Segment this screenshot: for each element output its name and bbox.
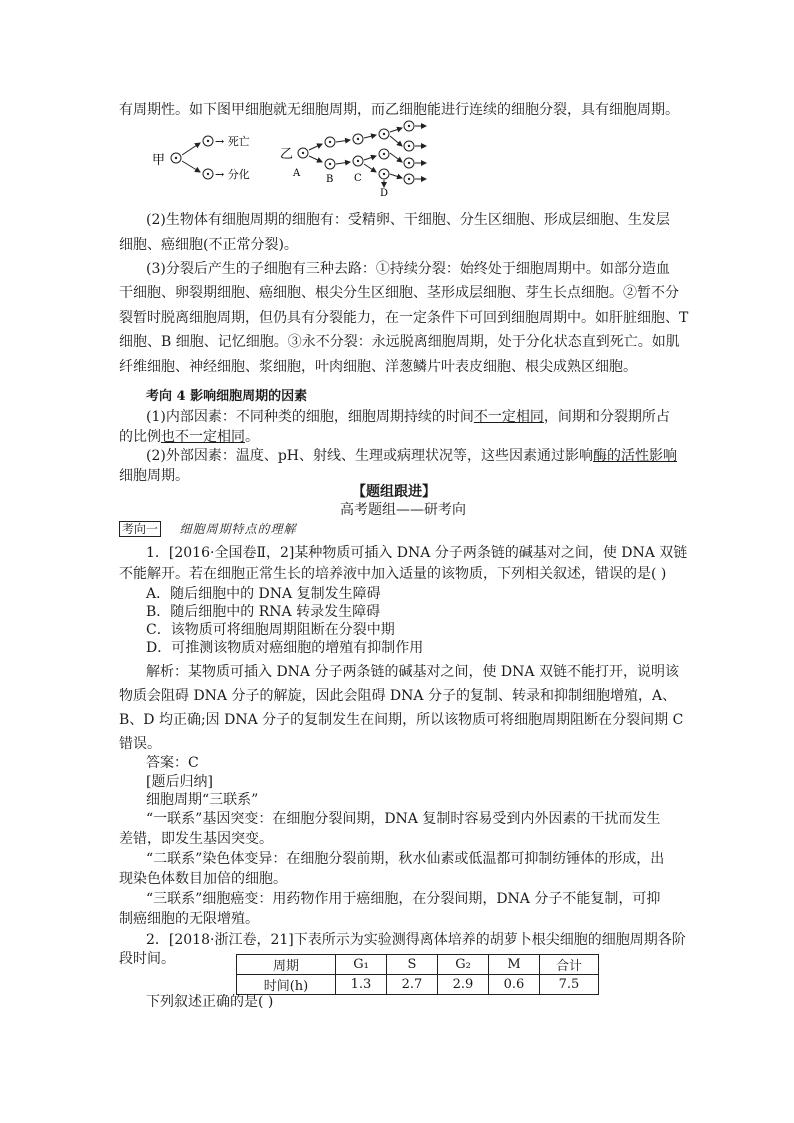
table-cell: 2.9 — [438, 975, 489, 995]
summary-c1: “三联系”细胞癌变：用药物作用于癌细胞，在分裂间期，DNA 分子不能复制，可抑 — [146, 891, 661, 907]
kx1-row — [119, 520, 296, 538]
table-header-cell: 合计 — [540, 955, 599, 975]
q4-title: 考向 4 影响细胞周期的因素 — [146, 389, 308, 404]
table-header-cell: M — [489, 955, 540, 975]
group-subheading: 高考题组——研考向 — [340, 502, 466, 518]
q4-internal-line2 — [119, 428, 259, 446]
label-A: A — [293, 168, 301, 179]
cell-icon — [353, 156, 363, 166]
q4-in1-underlined: 不一定相同 — [473, 409, 544, 425]
para3-line4: 细胞、B 细胞、记忆细胞。③永不分裂：永远脱离细胞周期，处于分化状态直到死亡。如肌 — [119, 334, 680, 350]
label-diff: → 分化 — [215, 168, 250, 181]
summary-head: [题后归纳] — [146, 774, 213, 790]
kx1-note: 细胞周期特点的理解 — [179, 522, 297, 536]
cell-cycle-table — [236, 954, 599, 995]
intro-line: 有周期性。如下图甲细胞就无细胞周期，而乙细胞能进行连续的细胞分裂，具有细胞周期。 — [119, 102, 679, 118]
para3-line2: 干细胞、卵裂期细胞、癌细胞、根尖分生区细胞、茎形成层细胞、芽生长点细胞。②暂不分 — [119, 285, 679, 301]
q1-explain-4: 错误。 — [119, 736, 161, 752]
summary-b1: “二联系”染色体变异：在细胞分裂前期，秋水仙素或低温都可抑制纺锤体的形成，出 — [146, 851, 665, 867]
cell-icon — [353, 134, 363, 144]
table-cell: 时间(h) — [237, 975, 336, 995]
table-header-cell: 周期 — [237, 955, 336, 975]
para2-line1: (2)生物体有细胞周期的细胞有：受精卵、干细胞、分生区细胞、形成层细胞、生发层 — [146, 212, 670, 228]
para3-line3: 裂暂时脱离细胞周期，但仍具有分裂能力，在一定条件下可回到细胞周期中。如肝脏细胞、T — [119, 310, 689, 326]
table-cell: 1.3 — [336, 975, 387, 995]
cell-icon — [298, 148, 308, 158]
table-cell: 7.5 — [540, 975, 599, 995]
label-death: → 死亡 — [215, 135, 250, 148]
label-yi: 乙 — [280, 147, 294, 162]
table-cell: 2.7 — [387, 975, 438, 995]
summary-a1: “一联系”基因突变：在细胞分裂间期，DNA 复制时容易受到内外因素的干扰而发生 — [146, 811, 661, 827]
q1-option-d: D．可推测该物质对癌细胞的增殖有抑制作用 — [146, 640, 424, 656]
cell-division-figure — [150, 120, 430, 196]
q1-line1: 1．[2016·全国卷Ⅱ，2]某种物质可插入 DNA 分子两条链的碱基对之间，使 DNA 双链 — [146, 545, 688, 561]
table-header-cell: S — [387, 955, 438, 975]
q4-in2-underlined: 也不一定相同 — [161, 429, 245, 445]
q1-option-b: B．随后细胞中的 RNA 转录发生障碍 — [146, 604, 381, 620]
q4-in2-tail: 。 — [245, 429, 259, 445]
q1-option-a: A．随后细胞中的 DNA 复制发生障碍 — [146, 586, 381, 602]
table-header-cell: G₂ — [438, 955, 489, 975]
label-jia: 甲 — [152, 153, 166, 168]
q1-line2: 不能解开。若在细胞正常生长的培养液中加入适量的该物质，下列相关叙述，错误的是( ) — [119, 566, 667, 582]
para2-line2: 细胞、癌细胞(不正常分裂)。 — [119, 237, 298, 253]
cell-icon — [325, 159, 335, 169]
cell-icon — [379, 149, 389, 159]
q2-line1: 2．[2018·浙江卷，21]下表所示为实验测得离体培养的胡萝卜根尖细胞的细胞周期各阶 — [146, 932, 686, 948]
para3-line5: 纤维细胞、神经细胞、浆细胞，叶肉细胞、洋葱鳞片叶表皮细胞、根尖成熟区细胞。 — [119, 359, 637, 375]
q4-ex1-underlined: 酶 — [593, 448, 608, 464]
cell-icon — [379, 169, 389, 179]
cell-icon — [325, 137, 335, 147]
q2-line2: 段时间。 — [119, 951, 175, 967]
cell-icon — [379, 129, 389, 139]
cell-icon — [404, 174, 414, 184]
q4-external-line1 — [146, 447, 677, 465]
label-D: D — [380, 188, 389, 196]
q1-explain-2: 物质会阻碍 DNA 分子的解旋，因此会阻碍 DNA 分子的复制、转录和抑制细胞增殖，A、 — [119, 688, 677, 704]
cell-icon — [404, 141, 414, 151]
summary-b2: 现染色体数目加倍的细胞。 — [119, 871, 287, 887]
label-C: C — [354, 173, 362, 184]
q4-in2-text: 的比例 — [119, 429, 161, 445]
cell-icon — [203, 136, 213, 146]
table-row — [237, 975, 599, 995]
summary-c2: 制癌细胞的无限增殖。 — [119, 911, 259, 927]
q1-explain-1: 解析：某物质可插入 DNA 分子两条链的碱基对之间，使 DNA 双链不能打开，说明该 — [146, 664, 679, 680]
cell-icon — [171, 153, 181, 163]
summary-a2: 差错，即发生基因突变。 — [119, 831, 273, 847]
para3-line1: (3)分裂后产生的子细胞有三种去路：①持续分裂：始终处于细胞周期中。如部分造血 — [146, 261, 670, 277]
q4-internal-line1 — [146, 408, 670, 426]
q4-ex1-tail: 的活性影响 — [607, 448, 678, 464]
q4-external-line2: 细胞周期。 — [119, 468, 189, 484]
q1-option-c: C．该物质可将细胞周期阻断在分裂中期 — [146, 622, 395, 638]
kx1-tag: 考向一 — [119, 521, 161, 537]
summary-title: 细胞周期“三联系” — [146, 792, 259, 808]
label-B: B — [326, 174, 334, 185]
cell-icon — [203, 169, 213, 179]
q4-in1-text: (1)内部因素：不同种类的细胞，细胞周期持续的时间 — [146, 409, 474, 425]
cell-icon — [404, 121, 414, 131]
q4-in1-tail: ，间期和分裂期所占 — [543, 409, 670, 425]
table-header-row — [237, 955, 599, 975]
q1-explain-3: B、D 均正确;因 DNA 分子的复制发生在间期，所以该物质可将细胞周期阻断在分裂间期 C — [119, 712, 684, 728]
table-cell: 0.6 — [489, 975, 540, 995]
q4-ex1-text: (2)外部因素：温度、pH、射线、生理或病理状况等，这些因素通过影响 — [146, 448, 594, 464]
q2-after: 下列叙述正确的是( ) — [146, 994, 274, 1010]
q1-answer: 答案：C — [146, 755, 199, 771]
cell-icon — [404, 158, 414, 168]
group-heading: 【题组跟进】 — [352, 484, 436, 500]
table-header-cell: G₁ — [336, 955, 387, 975]
